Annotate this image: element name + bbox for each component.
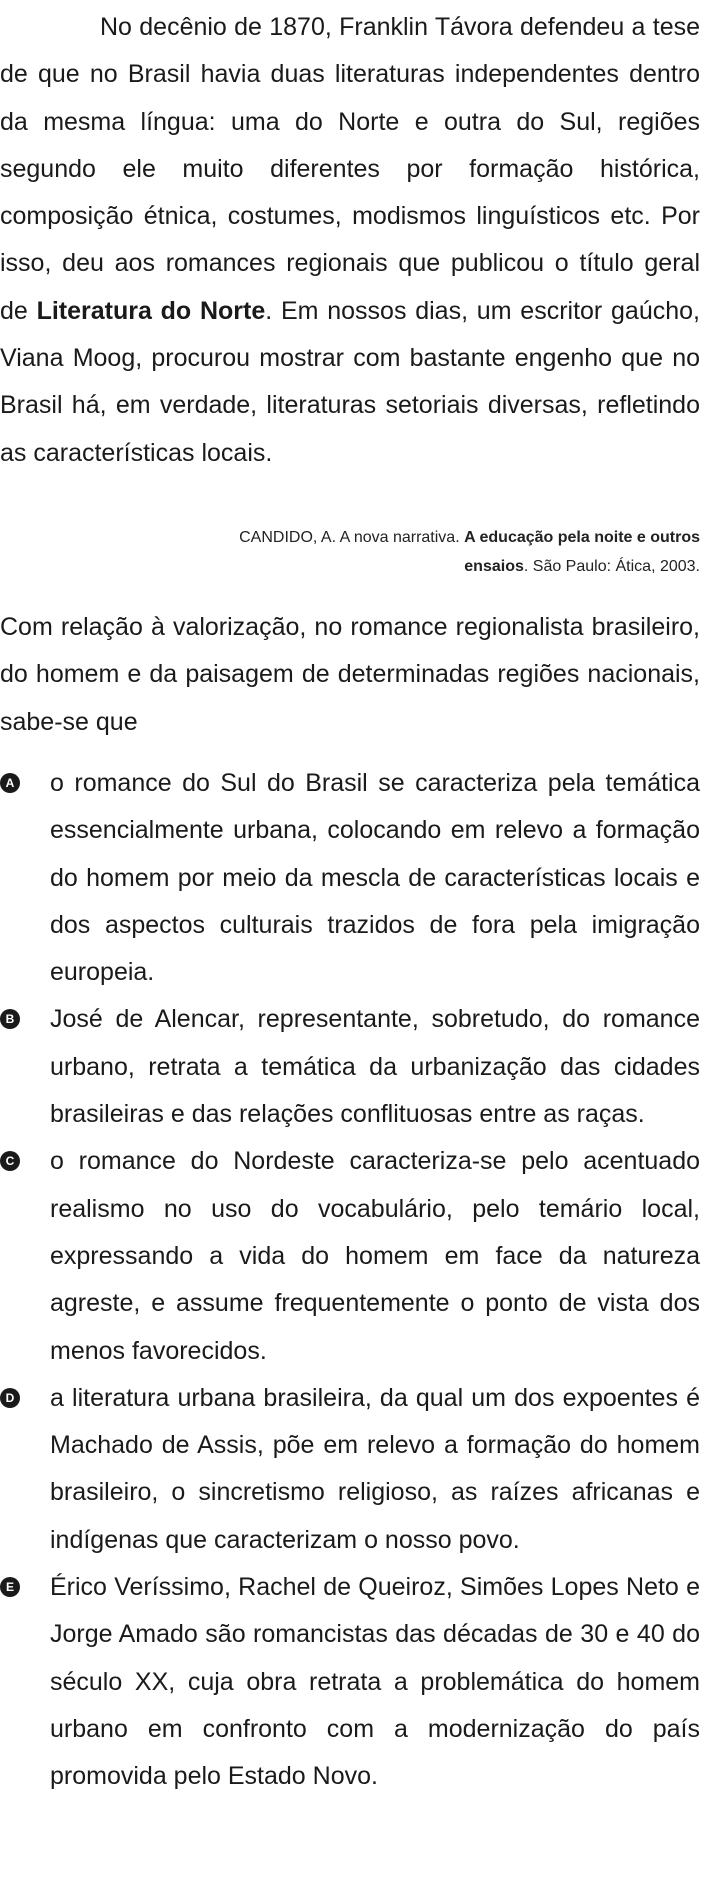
question-stem: Com relação à valorização, no romance regionalista brasileiro, do homem e da paisagem de determinadas regiões nacionais, sabe-se que bbox=[0, 613, 700, 736]
option-e-text: Érico Veríssimo, Rachel de Queiroz, Simões Lopes Neto e Jorge Amado são romancistas das décadas de 30 e 40 do século XX, cuja obra retrata a problemática do homem urbano em confronto com a modernização do país promovida pelo Estado Novo. bbox=[50, 1573, 700, 1791]
citation-author: CANDIDO, A. A nova narrativa. bbox=[239, 529, 465, 546]
passage-part-2: . Em nossos dias, um escritor gaúcho, Viana Moog, procurou mostrar com bastante engenho que no Brasil há, em verdade, literaturas setoriais diversas, refletindo as características locais. bbox=[0, 296, 700, 467]
option-b-letter-badge: B bbox=[0, 1009, 20, 1029]
option-d-text: a literatura urbana brasileira, da qual um dos expoentes é Machado de Assis, põe em relevo a formação do homem brasileiro, o sincretismo religioso, as raízes africanas e indígenas que caracterizam o nosso povo. bbox=[50, 1383, 700, 1554]
option-c-text: o romance do Nordeste caracteriza-se pelo acentuado realismo no uso do vocabulário, pelo temário local, expressando a vida do homem em face da natureza agreste, e assume frequentemente o ponto de vista dos menos favorecidos. bbox=[50, 1147, 700, 1365]
source-citation bbox=[230, 523, 700, 581]
citation-publisher: . São Paulo: Ática, 2003. bbox=[523, 558, 700, 575]
passage-part-1: No decênio de 1870, Franklin Távora defendeu a tese de que no Brasil havia duas literaturas independentes dentro da mesma língua: uma do Norte e outra do Sul, regiões segundo ele muito diferentes por formação histórica, composição étnica, costumes, modismos linguísticos etc. Por isso, deu aos romances regionais que publicou o título geral de bbox=[0, 13, 700, 325]
citation-work-title: A educação pela noite e outros ensaios bbox=[464, 529, 700, 575]
option-a-letter-badge: A bbox=[0, 773, 20, 793]
option-b-text: José de Alencar, representante, sobretudo, do romance urbano, retrata a temática da urbanização das cidades brasileiras e das relações conflituosas entre as raças. bbox=[50, 1005, 700, 1129]
passage-bold-title: Literatura do Norte bbox=[36, 296, 266, 325]
passage-text bbox=[0, 4, 700, 477]
answer-options bbox=[0, 760, 700, 1801]
option-a-text: o romance do Sul do Brasil se caracteriza pela temática essencialmente urbana, colocando em relevo a formação do homem por meio da mescla de características locais e dos aspectos culturais trazidos de fora pela imigração europeia. bbox=[50, 769, 700, 987]
option-c-letter-badge: C bbox=[0, 1151, 20, 1171]
option-d[interactable] bbox=[0, 1375, 700, 1564]
option-c[interactable] bbox=[0, 1138, 700, 1374]
option-a[interactable] bbox=[0, 760, 700, 996]
option-b[interactable] bbox=[0, 996, 700, 1138]
option-e[interactable] bbox=[0, 1564, 700, 1800]
option-e-letter-badge: E bbox=[0, 1577, 20, 1597]
option-d-letter-badge: D bbox=[0, 1388, 20, 1408]
